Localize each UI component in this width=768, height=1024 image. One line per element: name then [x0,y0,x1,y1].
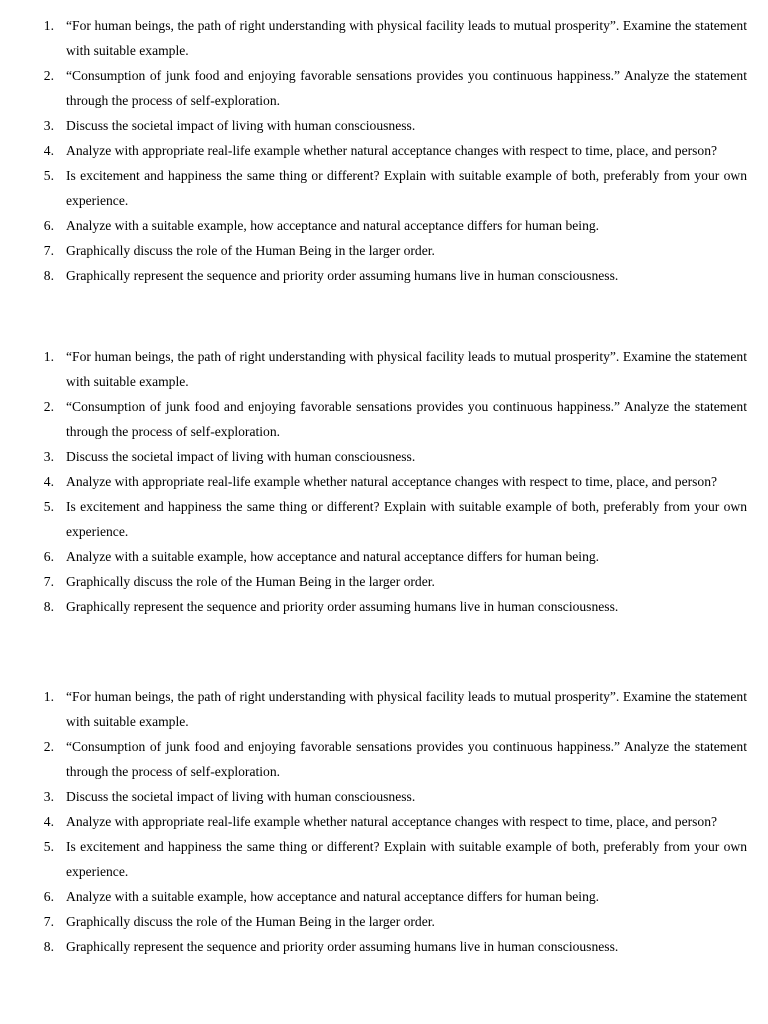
question-number: 8. [43,268,54,283]
question-number: 4. [43,814,54,829]
question-number: 4. [43,143,54,158]
question-item [0,934,768,959]
question-list-1 [0,13,768,288]
question-number: 5. [43,839,54,854]
question-item [0,394,768,444]
question-text: Discuss the societal impact of living with human consciousness. [66,789,416,804]
question-item [0,13,768,63]
question-text: Graphically discuss the role of the Human Being in the larger order. [66,914,435,929]
question-number: 6. [43,889,54,904]
question-text: Analyze with a suitable example, how acceptance and natural acceptance differs for human being. [66,889,600,904]
question-number: 4. [43,474,54,489]
question-item [0,834,768,884]
question-item [0,263,768,288]
question-item [0,684,768,734]
question-number: 8. [43,939,54,954]
question-item [0,213,768,238]
question-text: Is excitement and happiness the same thing or different? Explain with suitable example of both, preferably from your own experience. [66,168,747,208]
question-text: Analyze with a suitable example, how acceptance and natural acceptance differs for human being. [66,218,600,233]
question-text: Graphically represent the sequence and priority order assuming humans live in human consciousness. [66,599,619,614]
question-number: 3. [43,118,54,133]
question-text: “For human beings, the path of right understanding with physical facility leads to mutual prosperity”. Examine the statement with suitable example. [66,689,747,729]
question-number: 8. [43,599,54,614]
question-number: 6. [43,218,54,233]
question-text: Discuss the societal impact of living with human consciousness. [66,118,416,133]
question-item [0,63,768,113]
question-number: 3. [43,449,54,464]
question-item [0,138,768,163]
question-text: Analyze with a suitable example, how acceptance and natural acceptance differs for human being. [66,549,600,564]
question-item [0,344,768,394]
question-number: 2. [43,739,54,754]
question-number: 1. [43,18,54,33]
question-item [0,909,768,934]
question-text: “Consumption of junk food and enjoying favorable sensations provides you continuous happiness.” Analyze the statement through the process of self-exploration. [66,739,747,779]
question-number: 7. [43,243,54,258]
question-text: Is excitement and happiness the same thing or different? Explain with suitable example of both, preferably from your own experience. [66,499,747,539]
question-text: Graphically represent the sequence and priority order assuming humans live in human consciousness. [66,268,619,283]
question-text: Analyze with appropriate real-life example whether natural acceptance changes with respect to time, place, and person? [66,143,718,158]
question-item [0,113,768,138]
question-number: 1. [43,689,54,704]
question-list-3 [0,684,768,959]
question-item [0,544,768,569]
question-text: “Consumption of junk food and enjoying favorable sensations provides you continuous happiness.” Analyze the statement through the process of self-exploration. [66,68,747,108]
question-number: 3. [43,789,54,804]
question-text: Graphically represent the sequence and priority order assuming humans live in human consciousness. [66,939,619,954]
question-number: 5. [43,168,54,183]
question-item [0,444,768,469]
question-number: 7. [43,914,54,929]
question-number: 7. [43,574,54,589]
question-text: Discuss the societal impact of living with human consciousness. [66,449,416,464]
question-text: Is excitement and happiness the same thing or different? Explain with suitable example of both, preferably from your own experience. [66,839,747,879]
question-item [0,163,768,213]
question-text: Analyze with appropriate real-life example whether natural acceptance changes with respect to time, place, and person? [66,814,718,829]
question-item [0,784,768,809]
question-number: 6. [43,549,54,564]
question-list-2 [0,344,768,619]
question-item [0,238,768,263]
question-item [0,809,768,834]
question-text: “For human beings, the path of right understanding with physical facility leads to mutual prosperity”. Examine the statement with suitable example. [66,18,747,58]
question-number: 2. [43,399,54,414]
question-item [0,884,768,909]
question-item [0,734,768,784]
question-text: Graphically discuss the role of the Human Being in the larger order. [66,574,435,589]
question-item [0,594,768,619]
question-text: “Consumption of junk food and enjoying favorable sensations provides you continuous happiness.” Analyze the statement through the process of self-exploration. [66,399,747,439]
question-number: 1. [43,349,54,364]
question-text: “For human beings, the path of right understanding with physical facility leads to mutual prosperity”. Examine the statement with suitable example. [66,349,747,389]
question-number: 5. [43,499,54,514]
question-number: 2. [43,68,54,83]
question-item [0,569,768,594]
question-text: Graphically discuss the role of the Human Being in the larger order. [66,243,435,258]
question-text: Analyze with appropriate real-life example whether natural acceptance changes with respect to time, place, and person? [66,474,718,489]
question-item [0,469,768,494]
question-item [0,494,768,544]
